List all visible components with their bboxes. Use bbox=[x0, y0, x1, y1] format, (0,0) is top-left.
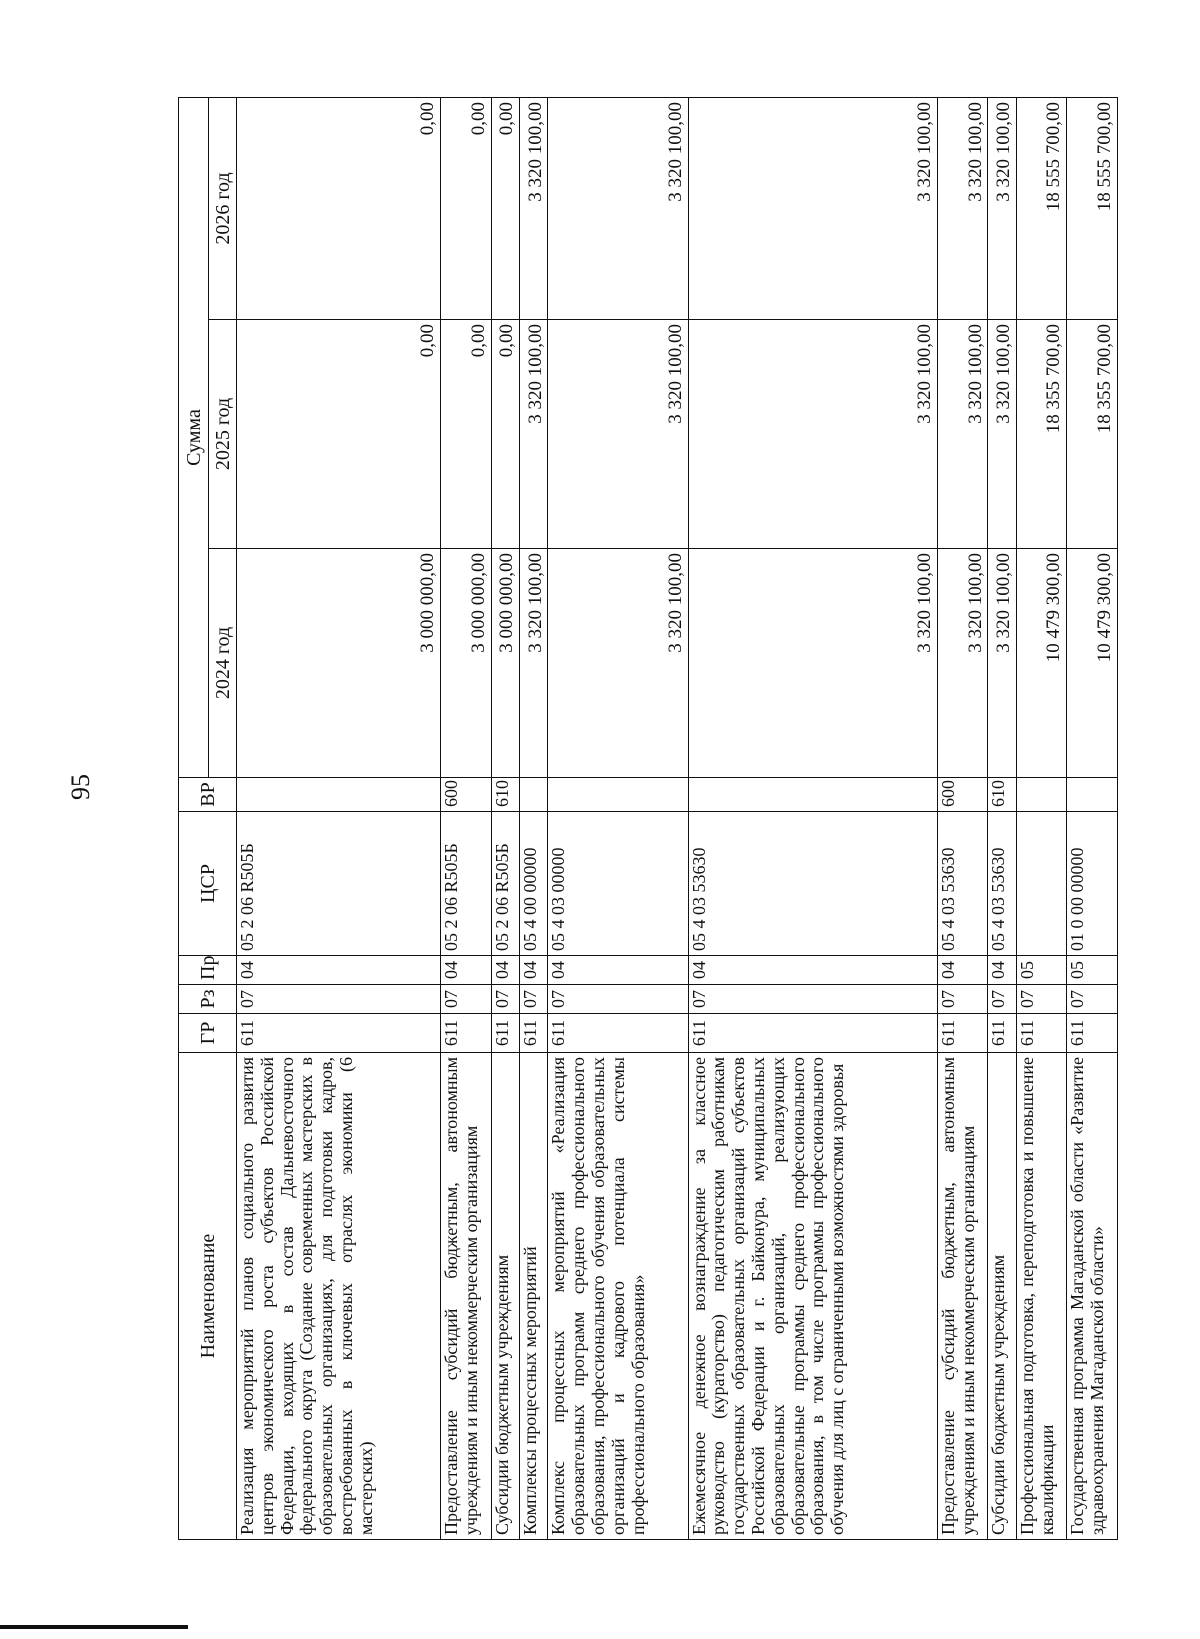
cell-vr: 600 bbox=[441, 778, 492, 812]
table-row bbox=[237, 97, 441, 1539]
cell-pr: 04 bbox=[688, 956, 937, 985]
cell-y2025: 3 320 100,00 bbox=[548, 320, 688, 549]
cell-y2026: 3 320 100,00 bbox=[688, 97, 937, 319]
cell-name: Комплексы процессных мероприятий bbox=[520, 1053, 548, 1540]
footer-rule bbox=[0, 1625, 188, 1629]
cell-y2024: 3 320 100,00 bbox=[520, 549, 548, 778]
cell-vr: 610 bbox=[988, 778, 1016, 812]
table-row bbox=[988, 97, 1016, 1539]
cell-name: Реализация мероприятий планов социального развития центров экономического роста субъектов Российской Федерации, входящих в состав Дальневосточного федерального округа (Создание современных мастерских в образовательных организациях, для подготовки кадров, востребованных в ключевых отраслях экономики (6 мастерских) bbox=[237, 1053, 441, 1540]
table-row bbox=[1067, 97, 1118, 1539]
cell-rz: 07 bbox=[937, 985, 988, 1014]
cell-name: Субсидии бюджетным учреждениям bbox=[988, 1053, 1016, 1540]
cell-csr: 05 4 03 53630 bbox=[988, 812, 1016, 956]
cell-y2026: 3 320 100,00 bbox=[937, 97, 988, 319]
cell-gr: 611 bbox=[491, 1014, 519, 1053]
cell-csr: 01 0 00 00000 bbox=[1067, 812, 1118, 956]
cell-csr: 05 4 03 00000 bbox=[548, 812, 688, 956]
cell-y2024: 10 479 300,00 bbox=[1016, 549, 1067, 778]
cell-y2025: 3 320 100,00 bbox=[688, 320, 937, 549]
cell-gr: 611 bbox=[237, 1014, 441, 1053]
cell-y2024: 3 000 000,00 bbox=[491, 549, 519, 778]
cell-name: Профессиональная подготовка, переподготовка и повышение квалификации bbox=[1016, 1053, 1067, 1540]
cell-y2024: 3 320 100,00 bbox=[548, 549, 688, 778]
cell-rz: 07 bbox=[688, 985, 937, 1014]
cell-y2024: 3 320 100,00 bbox=[688, 549, 937, 778]
cell-name: Ежемесячное денежное вознаграждение за классное руководство (кураторство) педагогическим работникам государственных образовательных организаций субъектов Российской Федерации и г. Байконура, муниципальных образовательных организаций, реализующих образовательные программы среднего профессионального образования, в том числе программы профессионального обучения для лиц с ограниченными возможностями здоровья bbox=[688, 1053, 937, 1540]
cell-y2024: 10 479 300,00 bbox=[1067, 549, 1118, 778]
cell-y2025: 18 355 700,00 bbox=[1067, 320, 1118, 549]
cell-vr bbox=[548, 778, 688, 812]
cell-y2025: 0,00 bbox=[237, 320, 441, 549]
cell-y2025: 0,00 bbox=[441, 320, 492, 549]
header-pr: Пр bbox=[179, 956, 237, 985]
cell-y2025: 0,00 bbox=[491, 320, 519, 549]
cell-y2024: 3 320 100,00 bbox=[937, 549, 988, 778]
cell-pr: 04 bbox=[237, 956, 441, 985]
cell-name: Субсидии бюджетным учреждениям bbox=[491, 1053, 519, 1540]
header-rz: Рз bbox=[179, 985, 237, 1014]
cell-gr: 611 bbox=[988, 1014, 1016, 1053]
cell-rz: 07 bbox=[441, 985, 492, 1014]
cell-gr: 611 bbox=[688, 1014, 937, 1053]
cell-y2026: 18 555 700,00 bbox=[1067, 97, 1118, 319]
header-sum: Сумма bbox=[179, 97, 209, 777]
cell-vr: 610 bbox=[491, 778, 519, 812]
cell-name: Комплекс процессных мероприятий «Реализация образовательных программ среднего профессионального образования, профессионального обучения образовательных организаций и кадрового потенциала системы профессионального образования» bbox=[548, 1053, 688, 1540]
cell-y2024: 3 320 100,00 bbox=[988, 549, 1016, 778]
cell-y2025: 3 320 100,00 bbox=[937, 320, 988, 549]
cell-name: Предоставление субсидий бюджетным, автономным учреждениям и иным некоммерческим организациям bbox=[441, 1053, 492, 1540]
cell-gr: 611 bbox=[548, 1014, 688, 1053]
cell-vr bbox=[688, 778, 937, 812]
table-row bbox=[548, 97, 688, 1539]
table-row bbox=[441, 97, 492, 1539]
header-2024: 2024 год bbox=[209, 549, 237, 778]
cell-y2026: 18 555 700,00 bbox=[1016, 97, 1067, 319]
cell-gr: 611 bbox=[937, 1014, 988, 1053]
cell-csr: 05 2 06 R505Б bbox=[491, 812, 519, 956]
table-row bbox=[1016, 97, 1067, 1539]
cell-y2026: 0,00 bbox=[237, 97, 441, 319]
cell-rz: 07 bbox=[491, 985, 519, 1014]
cell-pr: 04 bbox=[520, 956, 548, 985]
cell-rz: 07 bbox=[237, 985, 441, 1014]
cell-rz: 07 bbox=[548, 985, 688, 1014]
cell-csr bbox=[1016, 812, 1067, 956]
cell-pr: 05 bbox=[1067, 956, 1118, 985]
cell-rz: 07 bbox=[1016, 985, 1067, 1014]
cell-pr: 04 bbox=[548, 956, 688, 985]
cell-name: Предоставление субсидий бюджетным, автономным учреждениям и иным некоммерческим организациям bbox=[937, 1053, 988, 1540]
cell-rz: 07 bbox=[1067, 985, 1118, 1014]
header-name: Наименование bbox=[179, 1053, 237, 1540]
cell-vr: 600 bbox=[937, 778, 988, 812]
cell-csr: 05 2 06 R505Б bbox=[237, 812, 441, 956]
cell-vr bbox=[237, 778, 441, 812]
cell-pr: 04 bbox=[937, 956, 988, 985]
header-2026: 2026 год bbox=[209, 97, 237, 319]
cell-y2026: 3 320 100,00 bbox=[988, 97, 1016, 319]
header-vr: ВР bbox=[179, 778, 237, 812]
cell-csr: 05 4 00 00000 bbox=[520, 812, 548, 956]
cell-pr: 04 bbox=[491, 956, 519, 985]
cell-vr bbox=[520, 778, 548, 812]
cell-csr: 05 4 03 53630 bbox=[937, 812, 988, 956]
cell-gr: 611 bbox=[1067, 1014, 1118, 1053]
cell-y2026: 0,00 bbox=[441, 97, 492, 319]
table-row bbox=[688, 97, 937, 1539]
cell-rz: 07 bbox=[520, 985, 548, 1014]
table-row bbox=[491, 97, 519, 1539]
cell-y2026: 3 320 100,00 bbox=[548, 97, 688, 319]
cell-pr: 04 bbox=[441, 956, 492, 985]
cell-y2025: 3 320 100,00 bbox=[988, 320, 1016, 549]
header-2025: 2025 год bbox=[209, 320, 237, 549]
table-row bbox=[937, 97, 988, 1539]
cell-rz: 07 bbox=[988, 985, 1016, 1014]
cell-gr: 611 bbox=[520, 1014, 548, 1053]
header-gr: ГР bbox=[179, 1014, 237, 1053]
cell-gr: 611 bbox=[1016, 1014, 1067, 1053]
budget-table bbox=[178, 97, 1118, 1540]
cell-y2024: 3 000 000,00 bbox=[441, 549, 492, 778]
table-row bbox=[520, 97, 548, 1539]
cell-y2024: 3 000 000,00 bbox=[237, 549, 441, 778]
cell-gr: 611 bbox=[441, 1014, 492, 1053]
table-body bbox=[237, 97, 1118, 1539]
cell-csr: 05 4 03 53630 bbox=[688, 812, 937, 956]
cell-pr: 04 bbox=[988, 956, 1016, 985]
cell-y2026: 0,00 bbox=[491, 97, 519, 319]
cell-vr bbox=[1016, 778, 1067, 812]
page-number: 95 bbox=[66, 774, 95, 800]
cell-pr: 05 bbox=[1016, 956, 1067, 985]
cell-y2025: 18 355 700,00 bbox=[1016, 320, 1067, 549]
cell-csr: 05 2 06 R505Б bbox=[441, 812, 492, 956]
cell-vr bbox=[1067, 778, 1118, 812]
cell-y2026: 3 320 100,00 bbox=[520, 97, 548, 319]
cell-name: Государственная программа Магаданской области «Развитие здравоохранения Магаданской области» bbox=[1067, 1053, 1118, 1540]
cell-y2025: 3 320 100,00 bbox=[520, 320, 548, 549]
header-csr: ЦСР bbox=[179, 812, 237, 956]
budget-table-container bbox=[178, 98, 1118, 1540]
